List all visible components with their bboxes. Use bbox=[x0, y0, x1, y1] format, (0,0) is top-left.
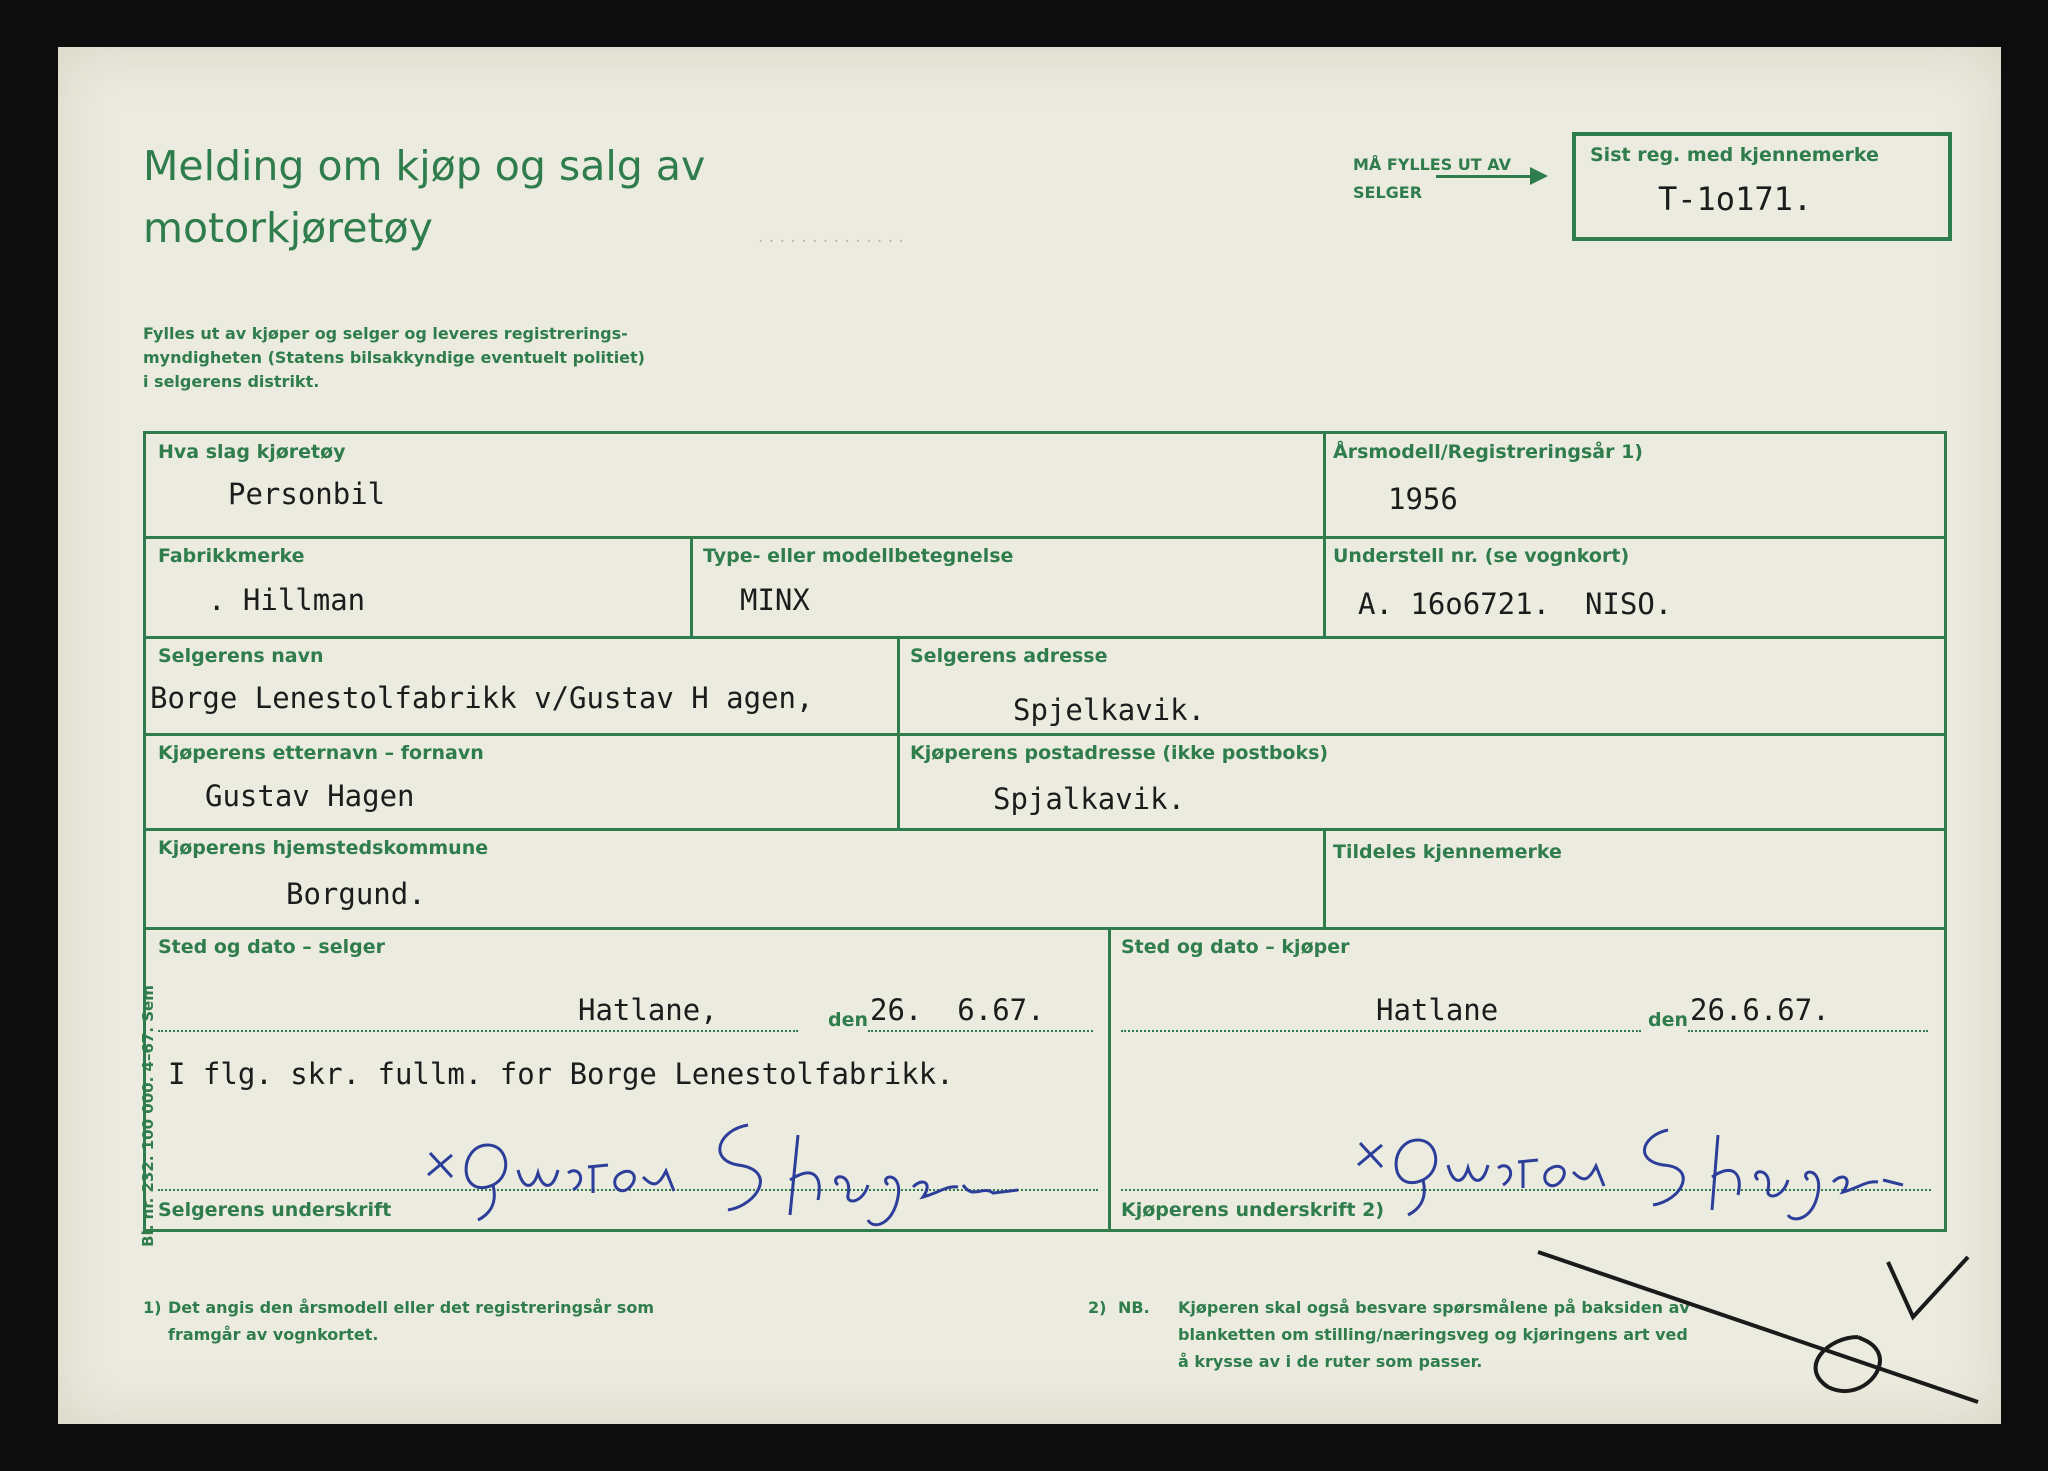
footnote-1-num: 1) bbox=[143, 1298, 162, 1317]
seller-note-line1: MÅ FYLLES UT AV bbox=[1353, 155, 1511, 174]
grid-line-4 bbox=[143, 733, 1947, 736]
seller-signature bbox=[418, 1105, 1038, 1235]
buyer-den-label: den bbox=[1648, 1009, 1689, 1031]
footnote-1 bbox=[168, 1294, 654, 1348]
form-sheet bbox=[58, 47, 2001, 1424]
seller-signature-label: Selgerens underskrift bbox=[158, 1199, 392, 1221]
seller-address-label: Selgerens adresse bbox=[910, 645, 1108, 667]
divider-municipality-plate bbox=[1323, 828, 1326, 930]
arrow-icon bbox=[1530, 167, 1548, 185]
instructions-line1: Fylles ut av kjøper og selger og leveres registrerings- bbox=[143, 324, 628, 343]
divider-name-address bbox=[897, 636, 900, 831]
model-year-label: Årsmodell/Registreringsår 1) bbox=[1333, 441, 1643, 463]
arrow-shaft bbox=[1436, 175, 1536, 178]
footnote-2-line1: Kjøperen skal også besvare spørsmålene på baksiden av bbox=[1178, 1298, 1690, 1317]
form-title-line1: Melding om kjøp og salg av bbox=[143, 142, 706, 190]
registration-label: Sist reg. med kjennemerke bbox=[1590, 144, 1879, 166]
seller-place-value: Hatlane, bbox=[578, 993, 718, 1027]
instructions-line3: i selgerens distrikt. bbox=[143, 372, 320, 391]
seller-place-line bbox=[158, 1030, 798, 1032]
footnote-2-line3: å krysse av i de ruter som passer. bbox=[1178, 1352, 1483, 1371]
footnote-1-line2: framgår av vognkortet. bbox=[168, 1325, 379, 1344]
form-title-line2: motorkjøretøy bbox=[143, 204, 433, 252]
footnote-2-line2: blanketten om stilling/næringsveg og kjøringens art ved bbox=[1178, 1325, 1688, 1344]
buyer-signature bbox=[1348, 1105, 1908, 1235]
buyer-name-value: Gustav Hagen bbox=[205, 779, 415, 813]
grid-line-2 bbox=[143, 536, 1947, 539]
form-side-code: Bl. nr. 232. 100 000. 4–67. Sem bbox=[139, 985, 157, 1247]
buyer-name-label: Kjøperens etternavn – fornavn bbox=[158, 742, 484, 764]
seller-address-value: Spjelkavik. bbox=[1013, 693, 1206, 727]
assigned-plate-label: Tildeles kjennemerke bbox=[1333, 841, 1562, 863]
seller-date-value: 26. 6.67. bbox=[870, 993, 1045, 1027]
buyer-date-line bbox=[1688, 1030, 1928, 1032]
seller-den-label: den bbox=[828, 1009, 869, 1031]
buyer-signature-label: Kjøperens underskrift 2) bbox=[1121, 1199, 1385, 1221]
grid-line-6 bbox=[143, 927, 1947, 930]
handwritten-mark-icon bbox=[1528, 1242, 1988, 1422]
divider-year-chassis bbox=[1323, 431, 1326, 639]
grid-line-3 bbox=[143, 636, 1947, 639]
bleed-through-text: · · · · · · · · · · · · · · bbox=[758, 232, 904, 252]
instructions-line2: myndigheten (Statens bilsakkyndige eventuelt politiet) bbox=[143, 348, 645, 367]
model-value: MINX bbox=[740, 583, 810, 617]
grid-line-5 bbox=[143, 828, 1947, 831]
model-year-value: 1956 bbox=[1388, 482, 1458, 516]
seller-place-date-label: Sted og dato – selger bbox=[158, 936, 385, 958]
buyer-municipality-label: Kjøperens hjemstedskommune bbox=[158, 837, 489, 859]
make-value: . Hillman bbox=[208, 583, 366, 617]
grid-line-top bbox=[143, 431, 1947, 434]
chassis-value: A. 16o6721. NISO. bbox=[1358, 587, 1673, 621]
footnote-2-num: 2) bbox=[1088, 1298, 1107, 1317]
buyer-date-value: 26.6.67. bbox=[1690, 993, 1830, 1027]
chassis-label: Understell nr. (se vognkort) bbox=[1333, 545, 1630, 567]
buyer-place-date-label: Sted og dato – kjøper bbox=[1121, 936, 1350, 958]
proxy-note: I flg. skr. fullm. for Borge Lenestolfabrikk. bbox=[168, 1057, 954, 1091]
instructions bbox=[143, 322, 645, 394]
buyer-address-label: Kjøperens postadresse (ikke postboks) bbox=[910, 742, 1329, 764]
make-label: Fabrikkmerke bbox=[158, 545, 305, 567]
vehicle-type-label: Hva slag kjøretøy bbox=[158, 441, 346, 463]
footnote-2-nb: NB. bbox=[1118, 1298, 1150, 1317]
divider-make-model bbox=[690, 536, 693, 639]
buyer-address-value: Spjalkavik. bbox=[993, 782, 1186, 816]
footnote-1-line1: Det angis den årsmodell eller det registreringsår som bbox=[168, 1298, 654, 1317]
buyer-place-value: Hatlane bbox=[1376, 993, 1499, 1027]
seller-name-label: Selgerens navn bbox=[158, 645, 324, 667]
buyer-place-line bbox=[1121, 1030, 1641, 1032]
model-label: Type- eller modellbetegnelse bbox=[703, 545, 1014, 567]
seller-note-line2: SELGER bbox=[1353, 183, 1423, 202]
divider-seller-buyer bbox=[1108, 927, 1111, 1232]
seller-name-value: Borge Lenestolfabrikk v/Gustav H agen, bbox=[150, 681, 814, 715]
buyer-municipality-value: Borgund. bbox=[286, 877, 426, 911]
registration-value: T-1o171. bbox=[1658, 180, 1813, 218]
vehicle-type-value: Personbil bbox=[228, 477, 386, 511]
seller-date-line bbox=[868, 1030, 1093, 1032]
grid-line-right bbox=[1944, 431, 1947, 1232]
